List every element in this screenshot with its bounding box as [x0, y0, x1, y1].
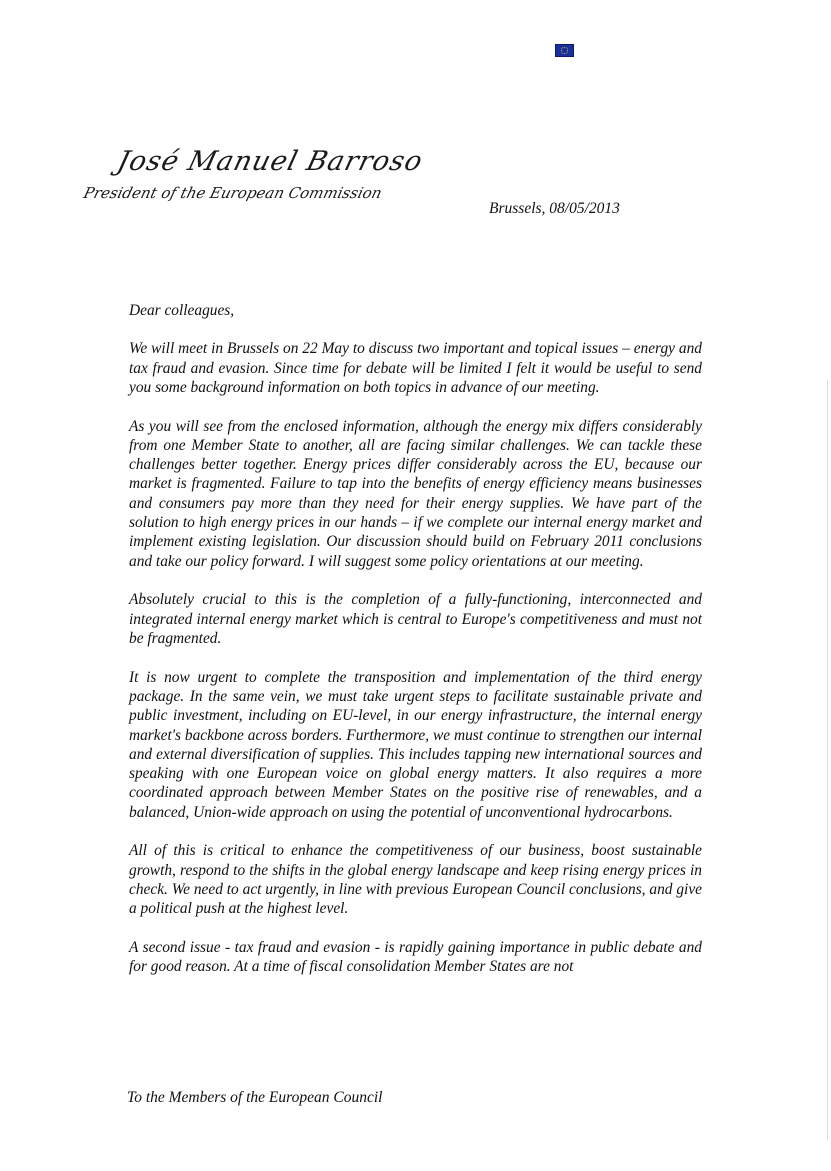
- paragraph-third-energy-package: It is now urgent to complete the transposition and implementation of the third energy package. In the same vein, we must take urgent steps to facilitate sustainable private and public investment, including on EU-level, in our energy infrastructure, the internal energy market's backbone across borders. Furthermore, we must continue to strengthen our internal and external diversification of supplies. This includes tapping new international sources and speaking with one European voice on global energy matters. It also requires a more coordinated approach between Member States on the positive rise of renewables, and a balanced, Union-wide approach on using the potential of unconventional hydrocarbons.: [129, 668, 702, 821]
- scan-margin-line: [827, 380, 828, 1140]
- paragraph-competitiveness: All of this is critical to enhance the competitiveness of our business, boost sustainable growth, respond to the shifts in the global energy landscape and keep rising energy prices in check. We need to act urgently, in line with previous European Council conclusions, and give a political push at the highest level.: [129, 842, 702, 918]
- place-date: Brussels, 08/05/2013: [489, 200, 620, 217]
- recipient-line: To the Members of the European Council: [127, 1089, 383, 1106]
- paragraph-intro: We will meet in Brussels on 22 May to discuss two important and topical issues – energy and tax fraud and evasion. Since time for debate will be limited I felt it would be useful to send you some background information on both topics in advance of our meeting.: [129, 340, 702, 396]
- greeting: Dear colleagues,: [129, 302, 235, 319]
- signature-title: President of the European Commission: [81, 184, 384, 202]
- paragraph-internal-market: Absolutely crucial to this is the completion of a fully-functioning, interconnected and integrated internal energy market which is central to Europe's competitiveness and must not be fragmented.: [129, 591, 702, 647]
- eu-flag-stars: [556, 45, 573, 56]
- signature-name: José Manuel Barroso: [114, 146, 427, 177]
- letterhead-signature: [81, 146, 427, 216]
- paragraph-energy-challenges: As you will see from the enclosed information, although the energy mix differs considerably from one Member State to another, all are facing similar challenges. We can tackle these challenges better together. Energy prices differ considerably across the EU, because our market is fragmented. Failure to tap into the benefits of energy efficiency means businesses and consumers pay more than they need for their energy supplies. We have part of the solution to high energy prices in our hands – if we complete our internal energy market and implement existing legislation. Our discussion should build on February 2011 conclusions and take our policy forward. I will suggest some policy orientations at our meeting.: [129, 417, 702, 570]
- paragraph-tax-fraud: A second issue - tax fraud and evasion - is rapidly gaining importance in public debate and for good reason. At a time of fiscal consolidation Member States are not: [129, 938, 702, 976]
- letter-body: [129, 301, 702, 996]
- eu-flag-icon: [555, 44, 574, 57]
